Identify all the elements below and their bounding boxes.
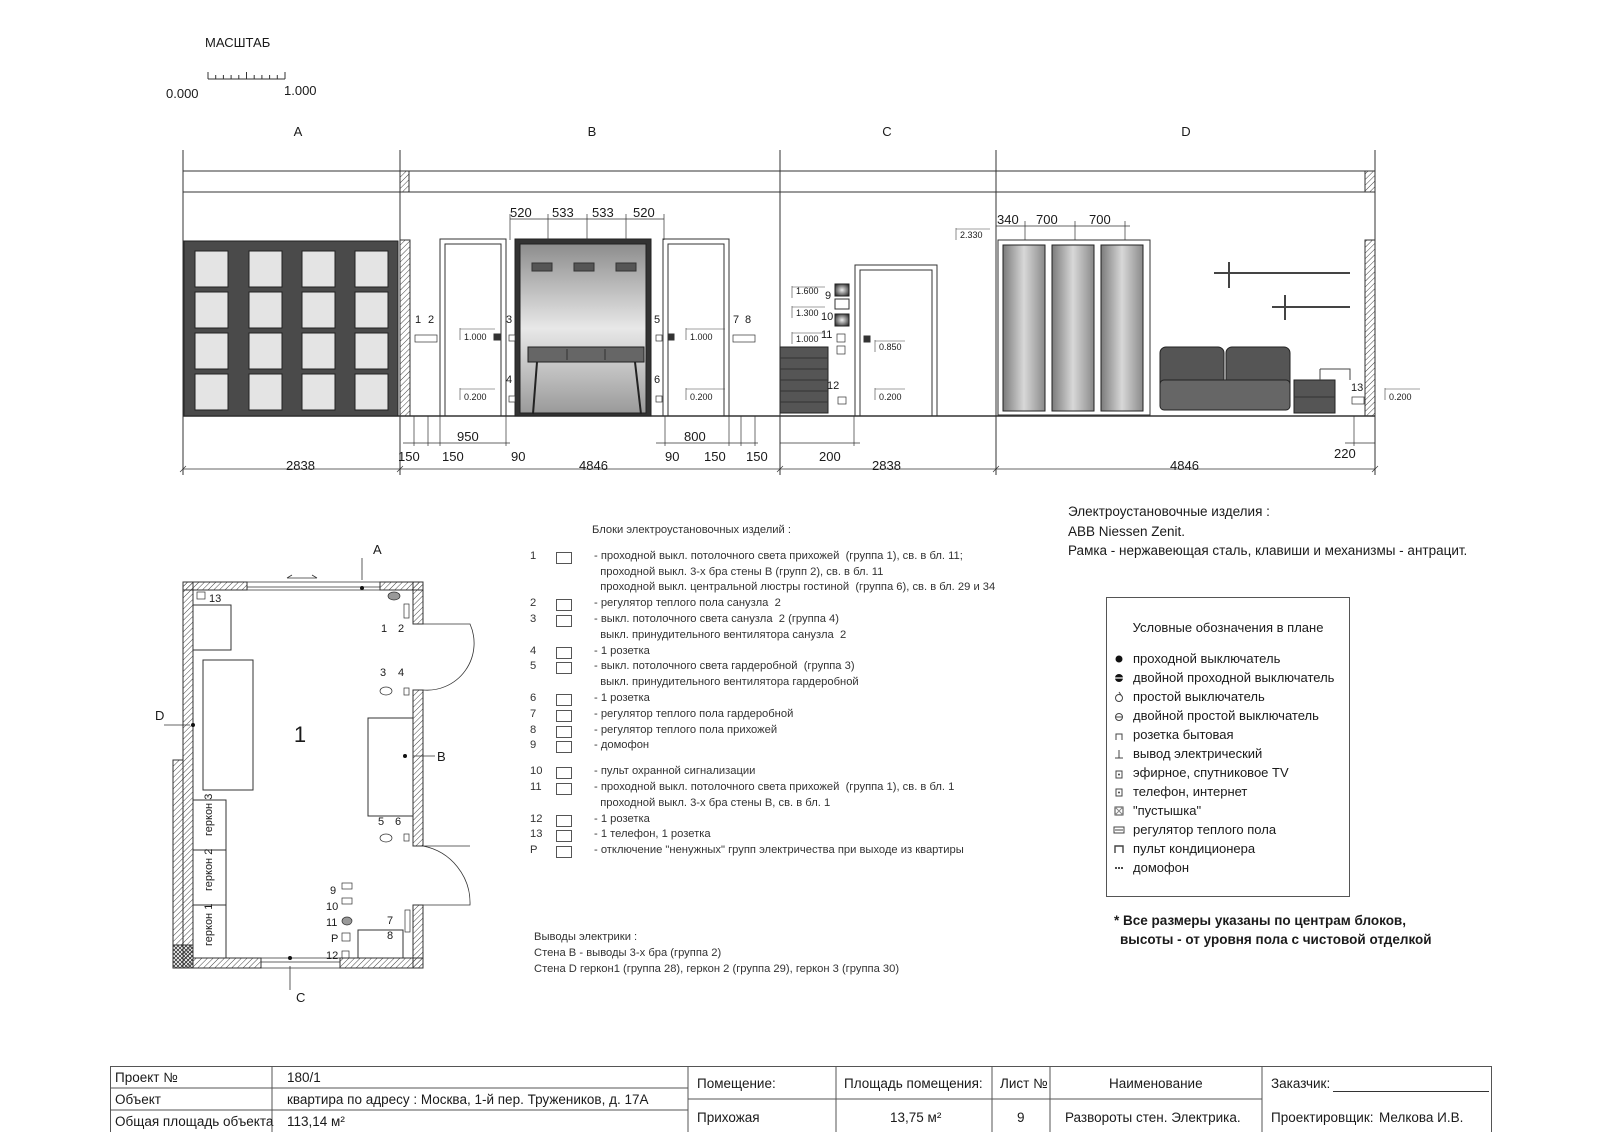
title-block: [110, 1066, 1492, 1132]
scale-end: 1.000: [284, 83, 317, 98]
room-value: Прихожая: [697, 1110, 760, 1125]
legend-item-text: - регулятор теплого пола гардеробной: [594, 707, 794, 720]
height-mark: 1.000: [690, 332, 713, 342]
legend-item: [528, 549, 996, 596]
abb-note: [1068, 502, 1467, 561]
gerkon-label: геркон 3: [203, 793, 215, 836]
dimension-note: [1114, 911, 1432, 949]
legend-item: [528, 827, 988, 843]
height-mark: 0.200: [690, 392, 713, 402]
legend-item: [528, 596, 988, 612]
plan-legend-label: пульт кондиционера: [1133, 841, 1256, 856]
height-mark: 1.000: [464, 332, 487, 342]
legend-item-number: 10: [530, 765, 543, 778]
height-mark: 0.200: [879, 392, 902, 402]
filled-dot-icon: [1113, 653, 1125, 665]
dimension-label: 200: [819, 449, 841, 464]
plan-legend-item: [1107, 839, 1349, 858]
sheet-value: 9: [1017, 1110, 1025, 1125]
note-line: * Все размеры указаны по центрам блоков,: [1114, 913, 1406, 928]
legend-item-text: - выкл. потолочного света гардеробной (группа 3): [594, 660, 855, 673]
block-symbol-icon: [556, 726, 572, 738]
customer-line: [1333, 1091, 1489, 1092]
block-symbol-icon: [556, 599, 572, 611]
legend-item-text: - 1 розетка: [594, 691, 650, 704]
room-area-label: Площадь помещения:: [844, 1076, 983, 1091]
plan-legend: [1106, 597, 1350, 897]
object-label: Объект: [115, 1092, 161, 1107]
blocks-legend: [528, 523, 996, 859]
block-number: 11: [821, 329, 833, 341]
wall-width-c: 2838: [872, 458, 901, 473]
legend-item: [528, 723, 988, 739]
block-number: 8: [745, 314, 752, 326]
legend-item-number: 9: [530, 739, 537, 752]
floor-plan: [155, 542, 474, 1005]
block-number: 12: [827, 380, 840, 392]
plan-mark: 4: [398, 667, 405, 679]
area-label: Общая площадь объекта: [115, 1114, 274, 1129]
mirror-console: [515, 239, 651, 416]
legend-item: [528, 812, 988, 828]
designer-value: Мелкова И.В.: [1379, 1110, 1464, 1125]
outputs-line: Стена В - выводы 3-х бра (группа 2): [534, 947, 722, 959]
block-number: 5: [654, 314, 661, 326]
legend-item-text: - пульт охранной сигнализации: [594, 765, 756, 778]
legend-item: [528, 707, 988, 723]
plan-legend-item: [1107, 801, 1349, 820]
dimension-label: 520: [633, 205, 655, 220]
abb-line: ABB Niessen Zenit.: [1068, 523, 1186, 539]
plan-wall-c: C: [296, 990, 306, 1005]
legend-item-number: 8: [530, 723, 537, 736]
legend-item: [528, 691, 988, 707]
glass-partition: [184, 241, 398, 416]
legend-item-text: - 1 розетка: [594, 644, 650, 657]
block-symbol-icon: [556, 815, 572, 827]
legend-item-text: выкл. принудительного вентилятора санузла 2: [594, 628, 847, 641]
block-number: 1: [415, 314, 422, 326]
plan-legend-label: розетка бытовая: [1133, 727, 1234, 742]
legend-item: [528, 644, 988, 660]
block-symbol-icon: [556, 783, 572, 795]
height-mark: 0.850: [879, 342, 902, 352]
dimension-label: 90: [511, 449, 526, 464]
legend-item: [528, 738, 988, 754]
plan-mark: 5: [378, 816, 385, 828]
wall-label-a: A: [293, 124, 303, 139]
dimension-label: 150: [398, 449, 420, 464]
legend-item-number: 4: [530, 644, 537, 657]
name-label: Наименование: [1109, 1076, 1203, 1091]
plan-wall-b: B: [437, 749, 446, 764]
block-number: 3: [506, 314, 513, 326]
customer-label: Заказчик:: [1271, 1076, 1331, 1091]
block-number: 2: [428, 314, 435, 326]
plan-mark: 1: [381, 623, 388, 635]
sheet-label: Лист №: [1000, 1076, 1048, 1091]
mirror-wardrobe: [998, 240, 1150, 415]
plan-legend-list: [1107, 649, 1349, 877]
legend-item-number: 1: [530, 549, 537, 562]
room-number: 1: [293, 722, 307, 747]
plan-mark: 7: [387, 915, 394, 927]
plan-legend-item: [1107, 763, 1349, 782]
block-symbol-icon: [556, 846, 572, 858]
dimension-label: 150: [442, 449, 464, 464]
plan-legend-label: телефон, интернет: [1133, 784, 1248, 799]
legend-item-text: - отключение "ненужных" групп электричества при выходе из квартиры: [594, 844, 964, 857]
gerkon-label: геркон 2: [203, 848, 215, 891]
block-number: 4: [506, 374, 513, 386]
plan-legend-label: простой выключатель: [1133, 689, 1265, 704]
dimension-label: 700: [1089, 212, 1111, 227]
wall-elevation: [180, 124, 1420, 475]
plan-mark: 9: [330, 885, 337, 897]
plan-legend-title: Условные обозначения в плане: [1132, 620, 1324, 635]
block-symbol-icon: [556, 830, 572, 842]
height-mark: 1.600: [796, 286, 819, 296]
legend-item-number: 2: [530, 597, 537, 610]
plan-legend-item: [1107, 706, 1349, 725]
wall-width-a: 2838: [286, 458, 315, 473]
legend-item-number: 11: [530, 780, 542, 793]
wall-label-b: B: [587, 124, 597, 139]
phone-icon: [1113, 786, 1125, 798]
outputs-title: Выводы электрики :: [534, 931, 638, 943]
block-symbol-icon: [556, 767, 572, 779]
wall-label-c: C: [882, 124, 892, 139]
wall-width-d: 4846: [1170, 458, 1199, 473]
height-mark: 0.200: [1389, 392, 1412, 402]
plan-legend-item: [1107, 782, 1349, 801]
legend-item-text: - домофон: [594, 739, 650, 752]
plan-legend-item: [1107, 744, 1349, 763]
plan-legend-label: домофон: [1133, 860, 1190, 875]
double-pass-switch-icon: [1113, 672, 1125, 684]
blocks-legend-title: Блоки электроустановочных изделий :: [592, 524, 791, 536]
intercom-icon: [1113, 862, 1125, 874]
dimension-label: 700: [1036, 212, 1058, 227]
sofa: [1160, 347, 1290, 410]
socket-icon: [1113, 729, 1125, 741]
plan-wall-a: A: [373, 542, 382, 557]
dimension-label: 90: [665, 449, 680, 464]
legend-item-number: 5: [530, 660, 537, 673]
block-symbol-icon: [556, 694, 572, 706]
plan-legend-label: двойной простой выключатель: [1133, 708, 1319, 723]
legend-item-text: - проходной выкл. потолочного света прихожей (группа 1), св. в бл. 11;: [594, 549, 963, 562]
project-label: Проект №: [115, 1070, 178, 1085]
block-symbol-icon: [556, 662, 572, 674]
designer-label: Проектировщик:: [1271, 1110, 1374, 1125]
block-symbol-icon: [556, 552, 572, 564]
block-number: 6: [654, 374, 661, 386]
legend-item-number: 13: [530, 828, 543, 841]
legend-item: [528, 843, 988, 859]
abb-line: Электроустановочные изделия :: [1068, 504, 1270, 519]
legend-item-number: P: [530, 844, 538, 857]
scale-bar: [166, 35, 317, 101]
plan-legend-item: [1107, 687, 1349, 706]
plan-mark: 13: [209, 593, 222, 605]
plan-legend-item: [1107, 858, 1349, 877]
block-number: 10: [821, 311, 834, 323]
block-symbol-icon: [556, 615, 572, 627]
height-mark: 2.330: [960, 230, 983, 240]
dimension-label: 533: [592, 205, 614, 220]
legend-item: [528, 659, 988, 691]
block-number: 9: [825, 290, 832, 302]
dimension-label: 533: [552, 205, 574, 220]
plan-legend-label: эфирное, спутниковое TV: [1133, 765, 1289, 780]
legend-item: [528, 764, 988, 780]
plan-legend-item: [1107, 649, 1349, 668]
plan-legend-item: [1107, 820, 1349, 839]
plan-legend-item: [1107, 668, 1349, 687]
tv-icon: [1113, 767, 1125, 779]
legend-item-number: 12: [530, 812, 543, 825]
plan-legend-label: проходной выключатель: [1133, 651, 1281, 666]
plan-legend-item: [1107, 725, 1349, 744]
plan-mark: 11: [326, 917, 338, 929]
blank-icon: [1113, 805, 1125, 817]
dimension-label: 950: [457, 429, 479, 444]
plan-mark: 8: [387, 930, 394, 942]
wall-label-d: D: [1181, 124, 1191, 139]
wall-width-b: 4846: [579, 458, 608, 473]
plan-wall-d: D: [155, 708, 165, 723]
legend-item-text: - регулятор теплого пола прихожей: [594, 723, 778, 736]
dimension-label: 340: [997, 212, 1019, 227]
dimension-label: 150: [704, 449, 726, 464]
project-value: 180/1: [287, 1070, 321, 1085]
plan-legend-label: регулятор теплого пола: [1133, 822, 1277, 837]
blocks-legend-list: [528, 549, 996, 859]
outputs-line: Стена D геркон1 (группа 28), геркон 2 (группа 29), геркон 3 (группа 30): [534, 963, 900, 975]
scale-title: МАСШТАБ: [205, 35, 271, 50]
dimension-label: 220: [1334, 446, 1356, 461]
legend-item: [528, 612, 988, 644]
block-number: 7: [733, 314, 740, 326]
abb-line: Рамка - нержавеющая сталь, клавиши и механизмы - антрацит.: [1068, 543, 1468, 558]
block-symbol-icon: [556, 741, 572, 753]
floor-heating-icon: [1113, 824, 1125, 836]
plan-mark: 6: [395, 816, 402, 828]
height-mark: 1.000: [796, 334, 819, 344]
block-number: 13: [1351, 382, 1364, 394]
dimension-label: 520: [510, 205, 532, 220]
legend-item-text: - проходной выкл. потолочного света прихожей (группа 1), св. в бл. 1: [594, 780, 955, 793]
note-line: высоты - от уровня пола с чистовой отделкой: [1120, 932, 1432, 947]
block-symbol-icon: [556, 710, 572, 722]
height-mark: 1.300: [796, 308, 819, 318]
dimension-label: 150: [746, 449, 768, 464]
plan-legend-label: вывод электрический: [1133, 746, 1263, 761]
simple-switch-icon: [1113, 691, 1125, 703]
scale-start: 0.000: [166, 86, 199, 101]
plan-mark: 2: [398, 623, 405, 635]
dresser: [780, 347, 828, 413]
block-symbol-icon: [556, 647, 572, 659]
legend-item-text: - 1 телефон, 1 розетка: [594, 828, 711, 841]
name-value: Развороты стен. Электрика.: [1065, 1110, 1241, 1125]
plan-legend-label: "пустышка": [1133, 803, 1202, 818]
legend-item-text: - 1 розетка: [594, 812, 650, 825]
height-mark: 0.200: [464, 392, 487, 402]
legend-item-text: - регулятор теплого пола санузла 2: [594, 597, 781, 610]
legend-item-text: проходной выкл. 3-х бра стены В (групп 2), св. в бл. 11: [594, 565, 884, 578]
double-simple-switch-icon: [1113, 710, 1125, 722]
room-label: Помещение:: [697, 1076, 776, 1091]
legend-item-text: выкл. принудительного вентилятора гардеробной: [594, 676, 859, 689]
legend-item-number: 6: [530, 691, 537, 704]
plan-legend-label: двойной проходной выключатель: [1133, 670, 1335, 685]
legend-item: [528, 780, 988, 812]
dimension-label: 800: [684, 429, 706, 444]
electric-output-icon: [1113, 748, 1125, 760]
room-area-value: 13,75 м²: [890, 1110, 942, 1125]
legend-item-text: проходной выкл. 3-х бра стены В, св. в бл. 1: [594, 796, 831, 809]
gerkon-label: геркон 1: [203, 903, 215, 946]
plan-mark: 10: [326, 901, 339, 913]
legend-item-text: - выкл. потолочного света санузла 2 (группа 4): [594, 612, 839, 625]
legend-item-text: проходной выкл. центральной люстры гостиной (группа 6), св. в бл. 29 и 34: [594, 581, 996, 594]
plan-mark: 12: [326, 950, 339, 962]
area-value: 113,14 м²: [287, 1114, 345, 1129]
ac-remote-icon: [1113, 843, 1125, 855]
plan-mark: 3: [380, 667, 387, 679]
legend-item-number: 3: [530, 612, 537, 625]
plan-mark: P: [331, 933, 339, 945]
legend-item-number: 7: [530, 707, 537, 720]
electrical-outputs: [534, 929, 899, 977]
object-value: квартира по адресу : Москва, 1-й пер. Тружеников, д. 17А: [287, 1092, 649, 1107]
